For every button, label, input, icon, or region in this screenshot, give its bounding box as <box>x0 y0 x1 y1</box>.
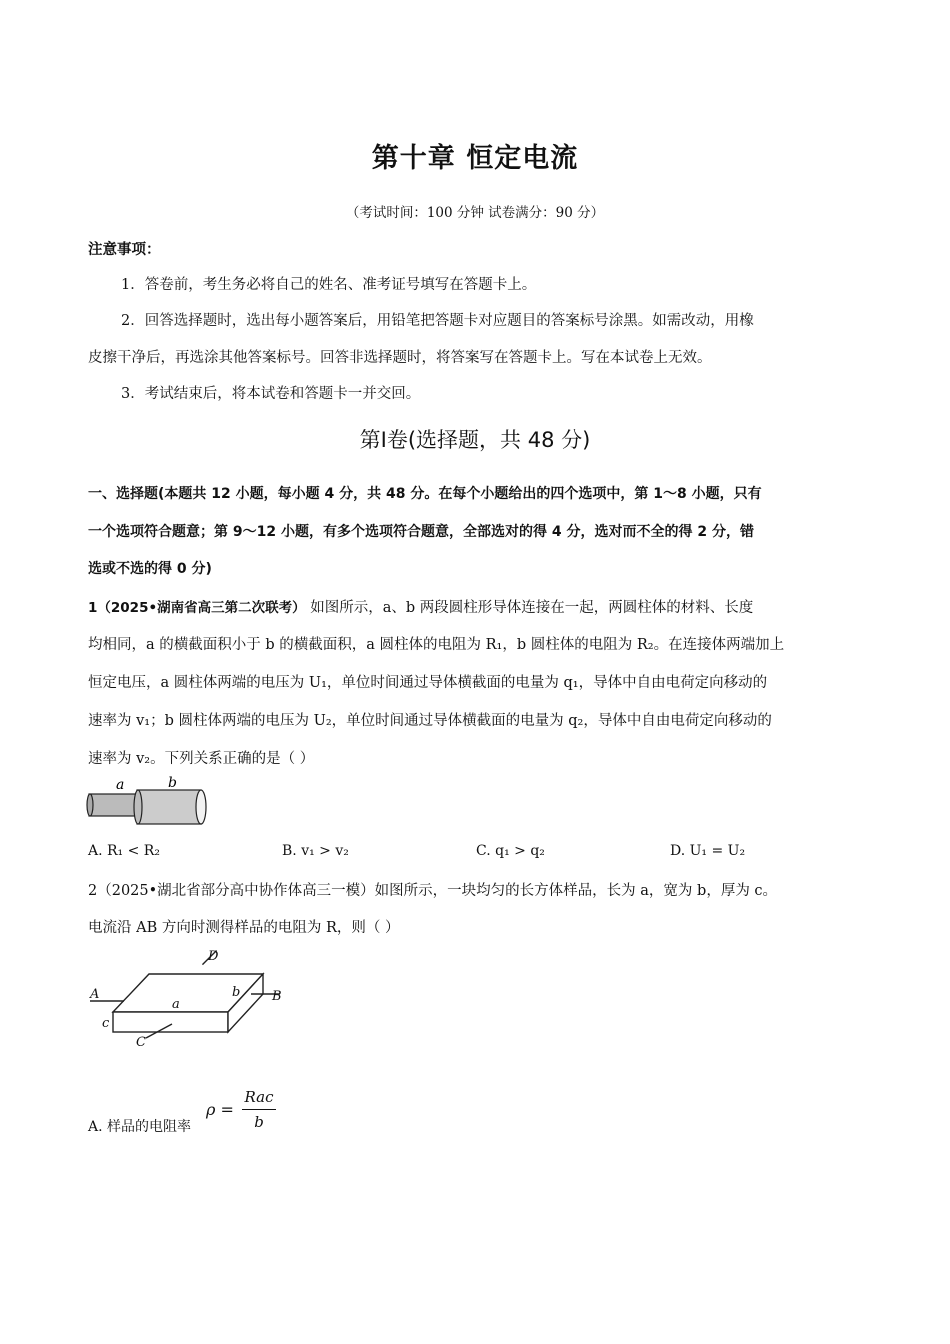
q1-text-1: 如图所示，a、b 两段圆柱形导体连接在一起，两圆柱体的材料、长度 <box>310 600 754 616</box>
q1-line-2: 均相同，a 的横截面积小于 b 的横截面积，a 圆柱体的电阻为 R₁，b 圆柱体的电阻为 R₂。在连接体两端加上 <box>88 637 785 653</box>
q1-line-3: 恒定电压，a 圆柱体两端的电压为 U₁，单位时间通过导体横截面的电量为 q₁，导体中自由电荷定向移动的 <box>88 675 768 691</box>
notice-item-1: 1．答卷前，考生务必将自己的姓名、准考证号填写在答题卡上。 <box>121 277 537 293</box>
label-c: c <box>102 1016 110 1031</box>
q1-line-1 <box>88 596 753 617</box>
page-title: 第十章 恒定电流 <box>371 143 579 174</box>
q1-option-d[interactable]: D. U₁ = U₂ <box>670 843 746 859</box>
q1-option-b[interactable]: B. v₁ > v₂ <box>282 843 349 859</box>
section-instruction-2: 一个选项符合题意；第 9～12 小题，有多个选项符合题意，全部选对的得 4 分，选对而不全的得 2 分，错 <box>88 524 754 540</box>
q1-option-c[interactable]: C. q₁ > q₂ <box>476 843 545 859</box>
label-a: a <box>172 997 180 1012</box>
q1-line-4: 速率为 v₁；b 圆柱体两端的电压为 U₂，单位时间通过导体横截面的电量为 q₂，导体中自由电荷定向移动的 <box>88 713 772 729</box>
q2-block-figure <box>86 946 292 1052</box>
q1-number: 1（2025•湖南省高三第二次联考） <box>88 600 306 616</box>
label-D: D <box>208 949 219 964</box>
q1-cylinder-figure <box>86 774 208 830</box>
cylinder-b-start <box>134 790 142 824</box>
label-b: b <box>232 985 241 1000</box>
label-A: A <box>90 987 100 1002</box>
notice-item-2: 2．回答选择题时，选出每小题答案后，用铅笔把答题卡对应题目的答案标号涂黑。如需改动，用橡 <box>121 313 754 329</box>
notice-item-3: 3．考试结束后，将本试卷和答题卡一并交回。 <box>121 386 421 402</box>
notice-item-2-cont: 皮擦干净后，再选涂其他答案标号。回答非选择题时，将答案写在答题卡上。写在本试卷上无效。 <box>88 350 712 366</box>
label-a: a <box>116 777 125 793</box>
label-b: b <box>168 775 177 791</box>
formula-numerator: Rac <box>244 1088 274 1106</box>
label-C: C <box>136 1035 146 1050</box>
formula-rho: ρ = <box>206 1100 234 1119</box>
cylinder-a-end <box>87 794 93 816</box>
q2-line-2: 电流沿 AB 方向时测得样品的电阻为 R，则（ ） <box>88 920 400 936</box>
q1-line-5: 速率为 v₂。下列关系正确的是（ ） <box>88 751 315 767</box>
q2-option-a-text: A. 样品的电阻率 <box>88 1119 192 1135</box>
section-instruction-1: 一、选择题(本题共 12 小题，每小题 4 分，共 48 分。在每个小题给出的四个选项中，第 1～8 小题，只有 <box>88 486 762 502</box>
label-B: B <box>272 989 282 1004</box>
section-instruction-3: 选或不选的得 0 分) <box>88 561 212 577</box>
block-front-face <box>113 1012 228 1032</box>
cylinder-b <box>137 790 201 824</box>
exam-info: （考试时间：100 分钟 试卷满分：90 分） <box>345 205 605 221</box>
cylinder-b-end <box>196 790 206 824</box>
q1-option-a[interactable]: A. R₁ < R₂ <box>88 843 160 859</box>
q2-option-a-formula <box>206 1088 286 1136</box>
q2-option-a[interactable] <box>88 1116 191 1136</box>
formula-denominator: b <box>254 1113 264 1131</box>
q2-line-1: 2（2025•湖北省部分高中协作体高三一模）如图所示，一块均匀的长方体样品，长为 a，宽为 b，厚为 c。 <box>88 883 778 899</box>
part-title: 第Ⅰ卷(选择题，共 48 分) <box>359 428 591 452</box>
fraction-bar <box>242 1109 276 1110</box>
cylinder-a <box>89 794 141 816</box>
notice-heading: 注意事项： <box>88 242 161 258</box>
